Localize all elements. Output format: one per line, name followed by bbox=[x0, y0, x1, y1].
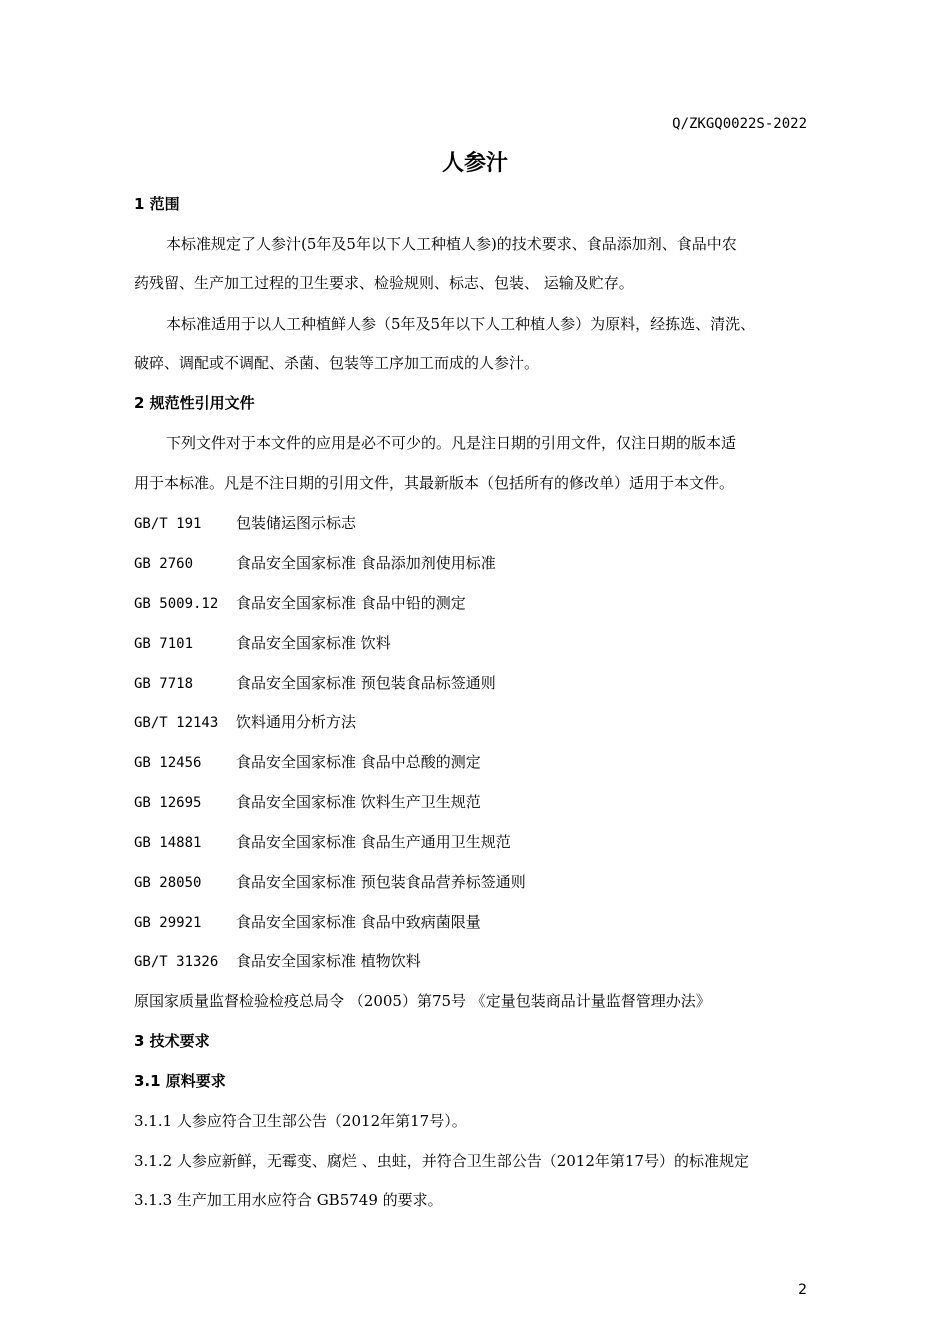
reference-row bbox=[134, 831, 511, 852]
reference-code: GB 2760 bbox=[134, 556, 194, 572]
section-1-paragraph-1-line-2: 药残留、生产加工过程的卫生要求、检验规则、标志、包装、 运输及贮存。 bbox=[134, 274, 634, 292]
reference-code: GB 28050 bbox=[134, 875, 202, 891]
section-1-paragraph-1-line-1: 本标准规定了人参汁(5年及5年以下人工种植人参)的技术要求、食品添加剂、食品中农 bbox=[166, 235, 737, 253]
clause-3-1-2: 3.1.2 人参应新鲜，无霉变、腐烂 、虫蛀，并符合卫生部公告（2012年第17号）的标准规定 bbox=[134, 1152, 749, 1170]
reference-title: 食品安全国家标准 食品添加剂使用标准 bbox=[236, 554, 496, 572]
reference-title: 食品安全国家标准 食品中铅的测定 bbox=[236, 594, 466, 612]
reference-title: 食品安全国家标准 食品生产通用卫生规范 bbox=[236, 833, 511, 851]
reference-row bbox=[134, 592, 466, 613]
section-1-paragraph-2-line-2: 破碎、调配或不调配、杀菌、包装等工序加工而成的人参汁。 bbox=[134, 354, 540, 372]
reference-code: GB/T 31326 bbox=[134, 954, 219, 970]
reference-row bbox=[134, 871, 526, 892]
clause-3-1-3: 3.1.3 生产加工用水应符合 GB5749 的要求。 bbox=[134, 1191, 443, 1209]
page-number: 2 bbox=[798, 1282, 807, 1298]
reference-code: GB/T 12143 bbox=[134, 715, 219, 731]
reference-code: GB/T 191 bbox=[134, 516, 202, 532]
reference-regulation: 原国家质量监督检验检疫总局令 （2005）第75号 《定量包装商品计量监督管理办法》 bbox=[134, 992, 711, 1010]
document-code: Q/ZKGQ0022S-2022 bbox=[672, 116, 807, 132]
section-3-heading: 3 技术要求 bbox=[134, 1032, 210, 1050]
reference-code: GB 5009.12 bbox=[134, 596, 219, 612]
reference-row bbox=[134, 791, 481, 812]
reference-title: 食品安全国家标准 植物饮料 bbox=[236, 952, 421, 970]
reference-row bbox=[134, 711, 356, 732]
section-1-heading: 1 范围 bbox=[134, 195, 180, 213]
reference-row bbox=[134, 632, 391, 653]
document-title: 人参汁 bbox=[441, 151, 508, 176]
reference-row bbox=[134, 751, 481, 772]
reference-title: 食品安全国家标准 食品中致病菌限量 bbox=[236, 913, 481, 931]
reference-title: 包装储运图示标志 bbox=[236, 514, 357, 532]
reference-row bbox=[134, 911, 481, 932]
reference-code: GB 7101 bbox=[134, 636, 194, 652]
reference-title: 食品安全国家标准 饮料 bbox=[236, 634, 391, 652]
reference-title: 饮料通用分析方法 bbox=[236, 713, 357, 731]
reference-row bbox=[134, 512, 356, 533]
section-1-paragraph-2-line-1: 本标准适用于以人工种植鲜人参（5年及5年以下人工种植人参）为原料，经拣选、清洗、 bbox=[166, 315, 756, 333]
clause-3-1-1: 3.1.1 人参应符合卫生部公告（2012年第17号）。 bbox=[134, 1112, 467, 1130]
reference-title: 食品安全国家标准 预包装食品营养标签通则 bbox=[236, 873, 526, 891]
section-3-1-heading: 3.1 原料要求 bbox=[134, 1072, 226, 1090]
section-2-heading: 2 规范性引用文件 bbox=[134, 394, 255, 412]
section-2-paragraph-line-2: 用于本标准。凡是不注日期的引用文件，其最新版本（包括所有的修改单）适用于本文件。 bbox=[134, 474, 735, 492]
reference-code: GB 29921 bbox=[134, 915, 202, 931]
reference-row bbox=[134, 552, 496, 573]
reference-code: GB 7718 bbox=[134, 676, 194, 692]
section-2-paragraph-line-1: 下列文件对于本文件的应用是必不可少的。凡是注日期的引用文件，仅注日期的版本适 bbox=[166, 434, 737, 452]
reference-title: 食品安全国家标准 饮料生产卫生规范 bbox=[236, 793, 481, 811]
reference-code: GB 12456 bbox=[134, 755, 202, 771]
reference-row bbox=[134, 672, 496, 693]
reference-code: GB 12695 bbox=[134, 795, 202, 811]
reference-code: GB 14881 bbox=[134, 835, 202, 851]
reference-title: 食品安全国家标准 食品中总酸的测定 bbox=[236, 753, 481, 771]
reference-title: 食品安全国家标准 预包装食品标签通则 bbox=[236, 674, 496, 692]
reference-row bbox=[134, 950, 421, 971]
